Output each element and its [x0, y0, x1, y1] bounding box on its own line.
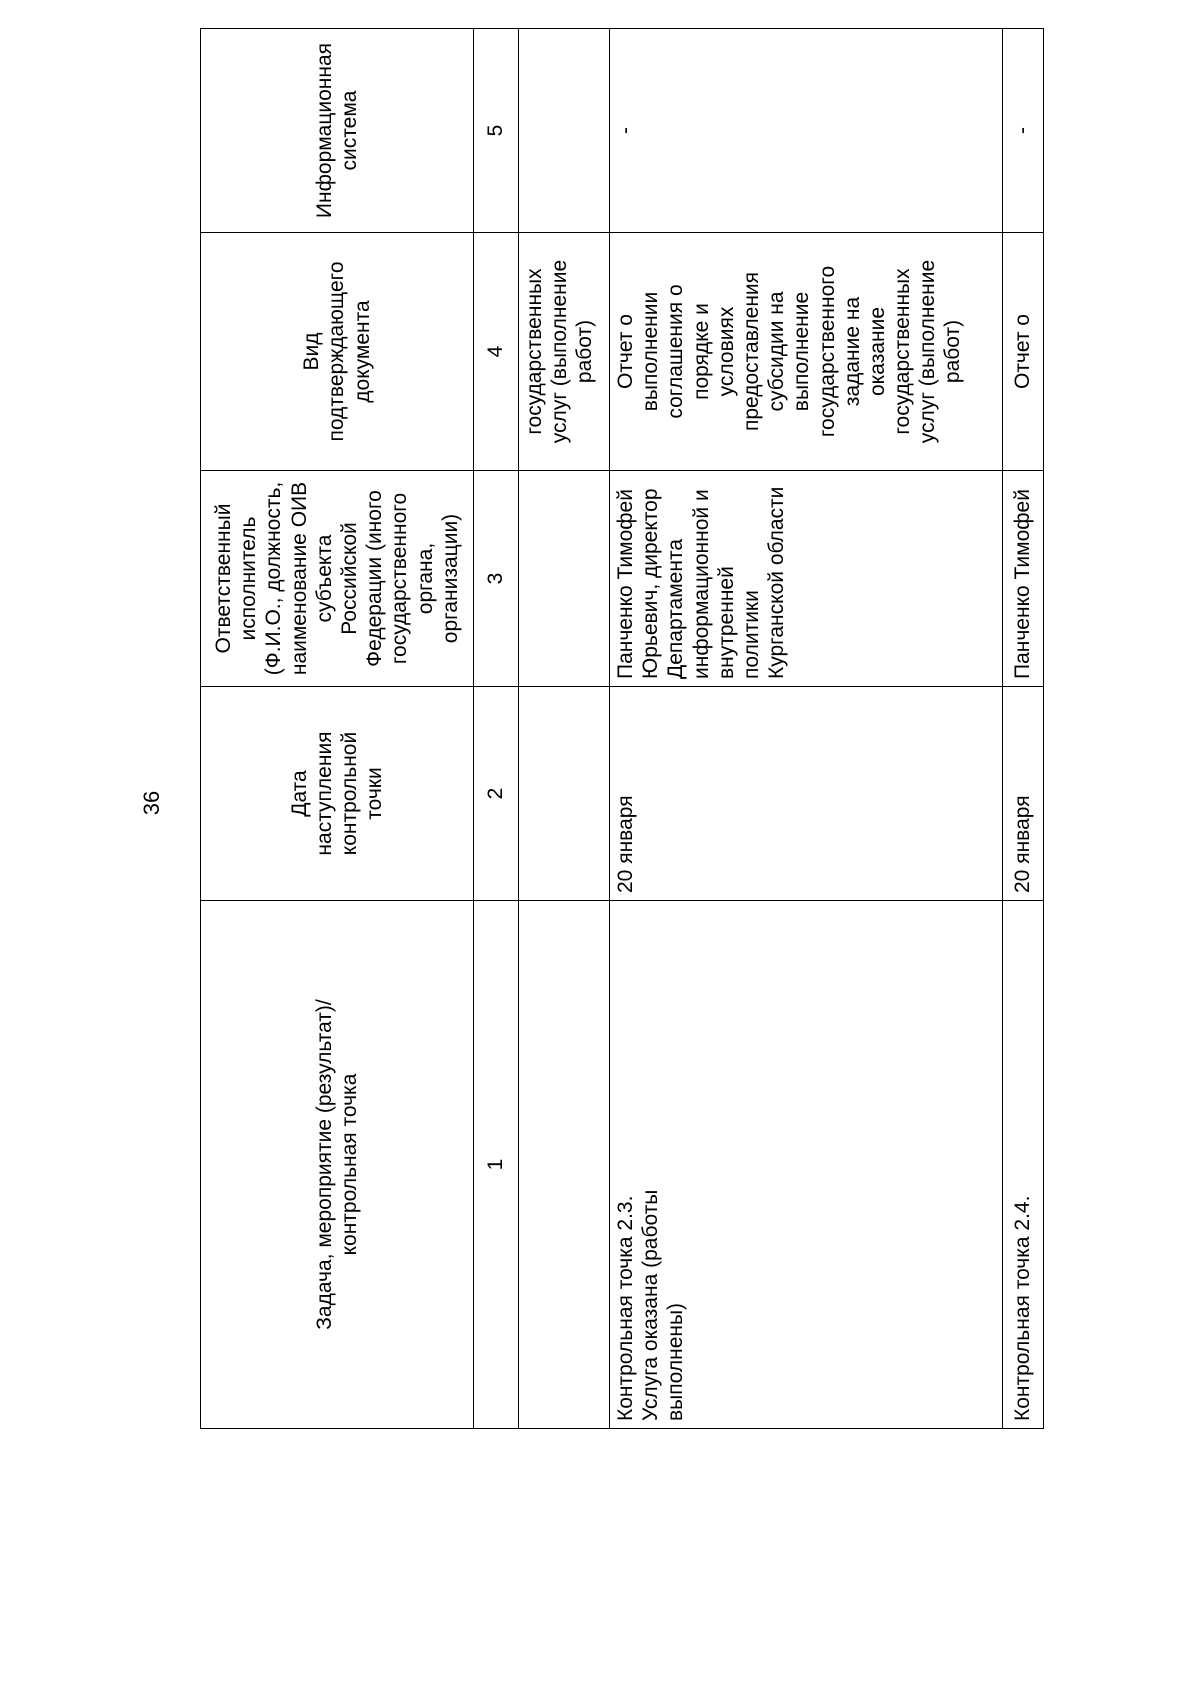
column-number: 4 — [474, 233, 519, 471]
task-cell: Контрольная точка 2.3. Услуга оказана (работы выполнены) — [610, 901, 1003, 1429]
column-numbers-row — [474, 29, 519, 1429]
information-system-cell: - — [1003, 29, 1044, 233]
rotated-table-container — [200, 29, 1090, 1429]
table-row — [519, 29, 610, 1429]
header-information-system: Информационная система — [201, 29, 474, 233]
task-cell: Контрольная точка 2.4. — [1003, 901, 1044, 1429]
header-responsible: Ответственный исполнитель (Ф.И.О., должность, наименование ОИВ субъекта Российской Федерации (иного государственного органа, организации) — [201, 471, 474, 687]
table-header-row — [201, 29, 474, 1429]
header-document-type: Вид подтверждающего документа — [201, 233, 474, 471]
column-number: 1 — [474, 901, 519, 1429]
table-cell — [519, 901, 610, 1429]
document-type-cell: Отчет о выполнении соглашения о порядке и условиях предоставления субсидии на выполнение государственного задание на оказание государственных услуг (выполнение работ) — [610, 233, 1003, 471]
responsible-cell: Панченко Тимофей — [1003, 471, 1044, 687]
table-row — [610, 29, 1003, 1429]
responsible-cell: Панченко Тимофей Юрьевич, директор Департамента информационной и внутренней политики Курганской области — [610, 471, 1003, 687]
column-number: 5 — [474, 29, 519, 233]
column-number: 3 — [474, 471, 519, 687]
table-cell: государственных услуг (выполнение работ) — [519, 233, 610, 471]
table-cell — [519, 29, 610, 233]
table-cell — [519, 687, 610, 901]
information-system-cell: - — [610, 29, 1003, 233]
header-task: Задача, мероприятие (результат)/ контрольная точка — [201, 901, 474, 1429]
control-points-table — [200, 28, 1044, 1429]
table-row — [1003, 29, 1044, 1429]
table-cell — [519, 471, 610, 687]
document-type-cell: Отчет о — [1003, 233, 1044, 471]
date-cell: 20 января — [1003, 687, 1044, 901]
date-cell: 20 января — [610, 687, 1003, 901]
header-date: Дата наступления контрольной точки — [201, 687, 474, 901]
page-number: 36 — [139, 790, 165, 816]
column-number: 2 — [474, 687, 519, 901]
